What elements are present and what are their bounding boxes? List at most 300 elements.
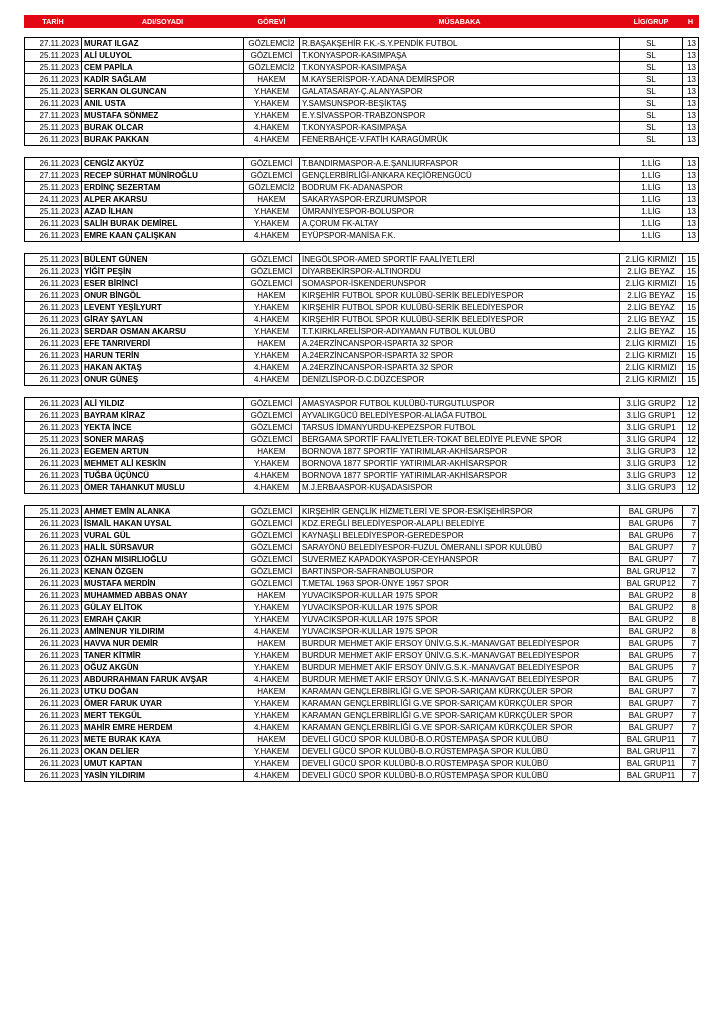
cell-match: ÜMRANİYESPOR-BOLUSPOR (300, 206, 620, 218)
cell-name: HAKAN AKTAŞ (82, 362, 244, 374)
cell-name: TANER KİTMİR (82, 650, 244, 662)
cell-league: SL (620, 50, 683, 62)
cell-name: BAYRAM KİRAZ (82, 410, 244, 422)
cell-name: AHMET EMİN ALANKA (82, 506, 244, 518)
table-row (25, 38, 699, 50)
cell-league: SL (620, 86, 683, 98)
cell-league: BAL GRUP6 (620, 506, 683, 518)
cell-date: 27.11.2023 (25, 110, 82, 122)
table-row (25, 638, 699, 650)
cell-league: BAL GRUP11 (620, 734, 683, 746)
table-row (25, 542, 699, 554)
table-row (25, 74, 699, 86)
cell-h: 15 (683, 302, 699, 314)
cell-date: 26.11.2023 (25, 134, 82, 146)
cell-match: KARAMAN GENÇLERBİRLİĞİ G.VE SPOR-SARIÇAM KÜRKÇÜLER SPOR (300, 722, 620, 734)
cell-name: VURAL GÜL (82, 530, 244, 542)
cell-name: EMRAH ÇAKIR (82, 614, 244, 626)
cell-role: Y.HAKEM (244, 326, 300, 338)
cell-h: 13 (683, 218, 699, 230)
table-row (25, 650, 699, 662)
table-row (25, 734, 699, 746)
cell-league: 3.LİG GRUP4 (620, 434, 683, 446)
cell-date: 26.11.2023 (25, 758, 82, 770)
cell-role: HAKEM (244, 338, 300, 350)
cell-h: 7 (683, 518, 699, 530)
cell-league: 3.LİG GRUP2 (620, 398, 683, 410)
cell-h: 13 (683, 110, 699, 122)
cell-name: EFE TANRIVERDİ (82, 338, 244, 350)
cell-role: HAKEM (244, 74, 300, 86)
cell-h: 13 (683, 134, 699, 146)
cell-h: 13 (683, 182, 699, 194)
cell-name: AZAD İLHAN (82, 206, 244, 218)
cell-name: BURAK OLCAR (82, 122, 244, 134)
header-row (25, 16, 699, 28)
cell-match: KIRŞEHİR FUTBOL SPOR KULÜBÜ-SERİK BELEDİYESPOR (300, 314, 620, 326)
table-row (25, 530, 699, 542)
cell-match: DEVELİ GÜCÜ SPOR KULÜBÜ-B.O.RÜSTEMPAŞA SPOR KULÜBÜ (300, 758, 620, 770)
table-row (25, 710, 699, 722)
cell-date: 25.11.2023 (25, 122, 82, 134)
table-row (25, 614, 699, 626)
cell-league: 2.LİG BEYAZ (620, 290, 683, 302)
cell-match: T.KONYASPOR-KASIMPAŞA (300, 50, 620, 62)
table-row (25, 398, 699, 410)
cell-date: 26.11.2023 (25, 686, 82, 698)
table-row (25, 746, 699, 758)
cell-league: 1.LİG (620, 206, 683, 218)
cell-match: T.T.KIRKLARELİSPOR-ADIYAMAN FUTBOL KULÜBÜ (300, 326, 620, 338)
cell-league: 2.LİG BEYAZ (620, 314, 683, 326)
table-row (25, 326, 699, 338)
cell-role: GÖZLEMCİ (244, 50, 300, 62)
header-name: ADI/SOYADI (82, 16, 244, 28)
table-row (25, 158, 699, 170)
cell-match: M.KAYSERİSPOR-Y.ADANA DEMİRSPOR (300, 74, 620, 86)
cell-role: Y.HAKEM (244, 746, 300, 758)
cell-league: 2.LİG KIRMIZI (620, 338, 683, 350)
cell-date: 26.11.2023 (25, 662, 82, 674)
table-row (25, 110, 699, 122)
table-row (25, 470, 699, 482)
cell-league: 2.LİG KIRMIZI (620, 278, 683, 290)
cell-league: BAL GRUP6 (620, 518, 683, 530)
cell-date: 25.11.2023 (25, 50, 82, 62)
cell-league: BAL GRUP5 (620, 674, 683, 686)
cell-h: 7 (683, 662, 699, 674)
cell-role: Y.HAKEM (244, 98, 300, 110)
cell-name: UMUT KAPTAN (82, 758, 244, 770)
cell-match: BURDUR MEHMET AKİF ERSOY ÜNİV.G.S.K.-MANAVGAT BELEDİYESPOR (300, 650, 620, 662)
cell-league: BAL GRUP2 (620, 614, 683, 626)
cell-match: GALATASARAY-Ç.ALANYASPOR (300, 86, 620, 98)
cell-name: MURAT ILGAZ (82, 38, 244, 50)
table-body (25, 28, 699, 782)
cell-date: 26.11.2023 (25, 614, 82, 626)
cell-name: MEHMET ALİ KESKİN (82, 458, 244, 470)
cell-name: BURAK PAKKAN (82, 134, 244, 146)
cell-name: ÖZHAN MISIRLIOĞLU (82, 554, 244, 566)
cell-league: BAL GRUP11 (620, 770, 683, 782)
cell-name: METE BURAK KAYA (82, 734, 244, 746)
group-separator (25, 146, 699, 158)
cell-league: 1.LİG (620, 158, 683, 170)
table-row (25, 302, 699, 314)
cell-date: 26.11.2023 (25, 650, 82, 662)
cell-match: BODRUM FK-ADANASPOR (300, 182, 620, 194)
table-row (25, 218, 699, 230)
cell-role: 4.HAKEM (244, 770, 300, 782)
cell-role: Y.HAKEM (244, 698, 300, 710)
cell-name: İSMAİL HAKAN UYSAL (82, 518, 244, 530)
cell-name: MUSTAFA SÖNMEZ (82, 110, 244, 122)
cell-date: 26.11.2023 (25, 566, 82, 578)
table-row (25, 722, 699, 734)
cell-match: AMASYASPOR FUTBOL KULÜBÜ-TURGUTLUSPOR (300, 398, 620, 410)
cell-date: 26.11.2023 (25, 458, 82, 470)
cell-h: 7 (683, 758, 699, 770)
table-row (25, 602, 699, 614)
cell-role: Y.HAKEM (244, 758, 300, 770)
cell-date: 26.11.2023 (25, 98, 82, 110)
cell-role: HAKEM (244, 686, 300, 698)
cell-league: BAL GRUP11 (620, 758, 683, 770)
cell-match: AYVALIKGÜCÜ BELEDİYESPOR-ALİAĞA FUTBOL (300, 410, 620, 422)
cell-date: 25.11.2023 (25, 62, 82, 74)
cell-match: BORNOVA 1877 SPORTİF YATIRIMLAR-AKHİSARSPOR (300, 458, 620, 470)
cell-league: BAL GRUP7 (620, 722, 683, 734)
cell-match: YUVACIKSPOR-KULLAR 1975 SPOR (300, 590, 620, 602)
cell-date: 26.11.2023 (25, 410, 82, 422)
cell-match: KARAMAN GENÇLERBİRLİĞİ G.VE SPOR-SARIÇAM KÜRKÇÜLER SPOR (300, 710, 620, 722)
cell-name: YASİN YILDIRIM (82, 770, 244, 782)
cell-name: MAHİR EMRE HERDEM (82, 722, 244, 734)
cell-date: 26.11.2023 (25, 746, 82, 758)
table-row (25, 134, 699, 146)
cell-h: 7 (683, 698, 699, 710)
cell-role: GÖZLEMCİ (244, 410, 300, 422)
cell-h: 12 (683, 398, 699, 410)
cell-h: 7 (683, 770, 699, 782)
cell-role: 4.HAKEM (244, 134, 300, 146)
group-separator (25, 28, 699, 38)
cell-name: ALİ YILDIZ (82, 398, 244, 410)
cell-role: HAKEM (244, 194, 300, 206)
cell-match: KIRŞEHİR FUTBOL SPOR KULÜBÜ-SERİK BELEDİYESPOR (300, 290, 620, 302)
cell-match: DEVELİ GÜCÜ SPOR KULÜBÜ-B.O.RÜSTEMPAŞA SPOR KULÜBÜ (300, 770, 620, 782)
cell-name: SONER MARAŞ (82, 434, 244, 446)
cell-league: BAL GRUP5 (620, 650, 683, 662)
cell-h: 13 (683, 74, 699, 86)
cell-date: 26.11.2023 (25, 338, 82, 350)
cell-h: 7 (683, 710, 699, 722)
cell-date: 25.11.2023 (25, 506, 82, 518)
cell-match: DEVELİ GÜCÜ SPOR KULÜBÜ-B.O.RÜSTEMPAŞA SPOR KULÜBÜ (300, 746, 620, 758)
cell-h: 7 (683, 746, 699, 758)
separator-cell (25, 146, 699, 158)
separator-cell (25, 386, 699, 398)
table-row (25, 662, 699, 674)
cell-league: 2.LİG BEYAZ (620, 326, 683, 338)
cell-league: BAL GRUP7 (620, 686, 683, 698)
cell-role: Y.HAKEM (244, 458, 300, 470)
cell-name: TUĞBA ÜÇÜNCÜ (82, 470, 244, 482)
table-row (25, 686, 699, 698)
cell-match: EYÜPSPOR-MANİSA F.K. (300, 230, 620, 242)
cell-match: BARTINSPOR-SAFRANBOLUSPOR (300, 566, 620, 578)
cell-match: GENÇLERBİRLİĞİ-ANKARA KEÇİÖRENGÜCÜ (300, 170, 620, 182)
cell-date: 26.11.2023 (25, 698, 82, 710)
cell-role: GÖZLEMCİ (244, 542, 300, 554)
cell-h: 7 (683, 530, 699, 542)
cell-match: E.Y.SİVASSPOR-TRABZONSPOR (300, 110, 620, 122)
cell-role: GÖZLEMCİ2 (244, 38, 300, 50)
cell-match: TARSUS İDMANYURDU-KEPEZSPOR FUTBOL (300, 422, 620, 434)
table-row (25, 290, 699, 302)
cell-league: SL (620, 134, 683, 146)
cell-date: 26.11.2023 (25, 350, 82, 362)
cell-role: 4.HAKEM (244, 314, 300, 326)
cell-date: 26.11.2023 (25, 266, 82, 278)
table-row (25, 458, 699, 470)
cell-match: SAKARYASPOR-ERZURUMSPOR (300, 194, 620, 206)
cell-name: GİRAY ŞAYLAN (82, 314, 244, 326)
cell-league: BAL GRUP2 (620, 626, 683, 638)
cell-h: 15 (683, 374, 699, 386)
cell-name: ANIL USTA (82, 98, 244, 110)
cell-h: 13 (683, 230, 699, 242)
cell-role: GÖZLEMCİ (244, 398, 300, 410)
cell-role: Y.HAKEM (244, 110, 300, 122)
cell-h: 7 (683, 650, 699, 662)
cell-h: 12 (683, 434, 699, 446)
cell-role: 4.HAKEM (244, 122, 300, 134)
table-row (25, 518, 699, 530)
cell-h: 15 (683, 290, 699, 302)
cell-role: HAKEM (244, 638, 300, 650)
cell-match: SOMASPOR-İSKENDERUNSPOR (300, 278, 620, 290)
cell-league: 2.LİG KIRMIZI (620, 350, 683, 362)
separator-cell (25, 494, 699, 506)
cell-role: GÖZLEMCİ (244, 554, 300, 566)
cell-league: 2.LİG KIRMIZI (620, 362, 683, 374)
cell-h: 7 (683, 674, 699, 686)
cell-role: Y.HAKEM (244, 218, 300, 230)
cell-h: 13 (683, 206, 699, 218)
cell-h: 13 (683, 158, 699, 170)
cell-name: CEM PAPİLA (82, 62, 244, 74)
cell-match: A.24ERZİNCANSPOR-ISPARTA 32 SPOR (300, 362, 620, 374)
cell-league: BAL GRUP7 (620, 554, 683, 566)
assignment-sheet (24, 15, 698, 782)
cell-league: SL (620, 62, 683, 74)
cell-h: 13 (683, 122, 699, 134)
cell-name: ERDİNÇ SEZERTAM (82, 182, 244, 194)
table-row (25, 254, 699, 266)
cell-match: T.KONYASPOR-KASIMPAŞA (300, 122, 620, 134)
cell-h: 7 (683, 722, 699, 734)
cell-date: 26.11.2023 (25, 470, 82, 482)
cell-name: BÜLENT GÜNEN (82, 254, 244, 266)
cell-league: BAL GRUP7 (620, 542, 683, 554)
cell-date: 26.11.2023 (25, 578, 82, 590)
table-row (25, 770, 699, 782)
cell-date: 26.11.2023 (25, 314, 82, 326)
cell-name: HARUN TERİN (82, 350, 244, 362)
table-row (25, 122, 699, 134)
cell-h: 7 (683, 554, 699, 566)
cell-h: 7 (683, 542, 699, 554)
table-row (25, 194, 699, 206)
cell-league: 3.LİG GRUP1 (620, 410, 683, 422)
cell-h: 8 (683, 614, 699, 626)
table-row (25, 674, 699, 686)
cell-h: 7 (683, 506, 699, 518)
cell-date: 25.11.2023 (25, 254, 82, 266)
cell-league: SL (620, 122, 683, 134)
table-row (25, 362, 699, 374)
cell-date: 26.11.2023 (25, 278, 82, 290)
cell-h: 7 (683, 734, 699, 746)
cell-date: 26.11.2023 (25, 530, 82, 542)
cell-match: BURDUR MEHMET AKİF ERSOY ÜNİV.G.S.K.-MANAVGAT BELEDİYESPOR (300, 674, 620, 686)
cell-date: 26.11.2023 (25, 326, 82, 338)
cell-role: Y.HAKEM (244, 86, 300, 98)
cell-h: 13 (683, 170, 699, 182)
cell-league: BAL GRUP7 (620, 710, 683, 722)
separator-cell (25, 28, 699, 38)
cell-date: 25.11.2023 (25, 434, 82, 446)
cell-h: 13 (683, 62, 699, 74)
cell-league: BAL GRUP12 (620, 566, 683, 578)
cell-match: T.METAL 1963 SPOR-ÜNYE 1957 SPOR (300, 578, 620, 590)
cell-date: 26.11.2023 (25, 638, 82, 650)
cell-h: 12 (683, 422, 699, 434)
cell-role: Y.HAKEM (244, 710, 300, 722)
table-row (25, 446, 699, 458)
cell-role: 4.HAKEM (244, 482, 300, 494)
cell-role: GÖZLEMCİ (244, 578, 300, 590)
cell-name: MUSTAFA MERDİN (82, 578, 244, 590)
cell-role: GÖZLEMCİ (244, 158, 300, 170)
cell-league: BAL GRUP7 (620, 698, 683, 710)
table-row (25, 314, 699, 326)
cell-name: ESER BİRİNCİ (82, 278, 244, 290)
cell-league: SL (620, 74, 683, 86)
cell-name: ÖMER FARUK UYAR (82, 698, 244, 710)
cell-role: Y.HAKEM (244, 302, 300, 314)
table-row (25, 566, 699, 578)
cell-match: BORNOVA 1877 SPORTİF YATIRIMLAR-AKHİSARSPOR (300, 446, 620, 458)
cell-match: YUVACIKSPOR-KULLAR 1975 SPOR (300, 614, 620, 626)
cell-name: EMRE KAAN ÇALIŞKAN (82, 230, 244, 242)
cell-match: DİYARBEKİRSPOR-ALTINORDU (300, 266, 620, 278)
table-row (25, 506, 699, 518)
cell-role: 4.HAKEM (244, 362, 300, 374)
cell-league: 1.LİG (620, 218, 683, 230)
table-row (25, 50, 699, 62)
cell-date: 26.11.2023 (25, 554, 82, 566)
cell-date: 27.11.2023 (25, 38, 82, 50)
cell-date: 26.11.2023 (25, 602, 82, 614)
table-row (25, 578, 699, 590)
cell-date: 25.11.2023 (25, 206, 82, 218)
separator-cell (25, 242, 699, 254)
cell-league: SL (620, 110, 683, 122)
cell-h: 15 (683, 278, 699, 290)
header-h: H (683, 16, 699, 28)
cell-match: KDZ.EREĞLİ BELEDİYESPOR-ALAPLI BELEDİYE (300, 518, 620, 530)
cell-h: 15 (683, 266, 699, 278)
cell-name: ONUR GÜNEŞ (82, 374, 244, 386)
cell-h: 7 (683, 578, 699, 590)
cell-name: SERDAR OSMAN AKARSU (82, 326, 244, 338)
cell-role: Y.HAKEM (244, 614, 300, 626)
cell-league: BAL GRUP6 (620, 530, 683, 542)
cell-role: GÖZLEMCİ2 (244, 62, 300, 74)
cell-league: 3.LİG GRUP1 (620, 422, 683, 434)
cell-match: T.KONYASPOR-KASIMPAŞA (300, 62, 620, 74)
cell-name: SALİH BURAK DEMİREL (82, 218, 244, 230)
cell-date: 26.11.2023 (25, 218, 82, 230)
table-row (25, 170, 699, 182)
table-row (25, 98, 699, 110)
cell-match: A.ÇORUM FK-ALTAY (300, 218, 620, 230)
cell-match: FENERBAHÇE-V.FATİH KARAGÜMRÜK (300, 134, 620, 146)
cell-league: SL (620, 38, 683, 50)
header-date: TARİH (25, 16, 82, 28)
cell-h: 13 (683, 86, 699, 98)
table-row (25, 410, 699, 422)
cell-league: 1.LİG (620, 230, 683, 242)
cell-league: BAL GRUP2 (620, 590, 683, 602)
table-row (25, 182, 699, 194)
cell-role: GÖZLEMCİ (244, 518, 300, 530)
cell-match: SARAYÖNÜ BELEDİYESPOR-FUZUL ÖMERANLI SPOR KULÜBÜ (300, 542, 620, 554)
cell-match: A.24ERZİNCANSPOR-ISPARTA 32 SPOR (300, 350, 620, 362)
table-row (25, 590, 699, 602)
cell-role: Y.HAKEM (244, 350, 300, 362)
cell-date: 26.11.2023 (25, 398, 82, 410)
cell-date: 24.11.2023 (25, 194, 82, 206)
cell-role: GÖZLEMCİ (244, 254, 300, 266)
cell-h: 12 (683, 482, 699, 494)
cell-match: DEVELİ GÜCÜ SPOR KULÜBÜ-B.O.RÜSTEMPAŞA SPOR KULÜBÜ (300, 734, 620, 746)
cell-league: 1.LİG (620, 194, 683, 206)
table-row (25, 374, 699, 386)
table-row (25, 338, 699, 350)
table-row (25, 62, 699, 74)
cell-match: KARAMAN GENÇLERBİRLİĞİ G.VE SPOR-SARIÇAM KÜRKÇÜLER SPOR (300, 686, 620, 698)
cell-date: 26.11.2023 (25, 542, 82, 554)
cell-role: GÖZLEMCİ (244, 506, 300, 518)
cell-h: 7 (683, 566, 699, 578)
cell-h: 15 (683, 338, 699, 350)
cell-date: 26.11.2023 (25, 770, 82, 782)
cell-role: 4.HAKEM (244, 374, 300, 386)
cell-h: 12 (683, 410, 699, 422)
cell-date: 26.11.2023 (25, 674, 82, 686)
cell-role: Y.HAKEM (244, 662, 300, 674)
cell-name: CENGİZ AKYÜZ (82, 158, 244, 170)
cell-match: T.BANDIRMASPOR-A.E.ŞANLIURFASPOR (300, 158, 620, 170)
group-separator (25, 494, 699, 506)
cell-role: Y.HAKEM (244, 206, 300, 218)
cell-match: A.24ERZİNCANSPOR-ISPARTA 32 SPOR (300, 338, 620, 350)
cell-date: 26.11.2023 (25, 158, 82, 170)
cell-h: 15 (683, 350, 699, 362)
